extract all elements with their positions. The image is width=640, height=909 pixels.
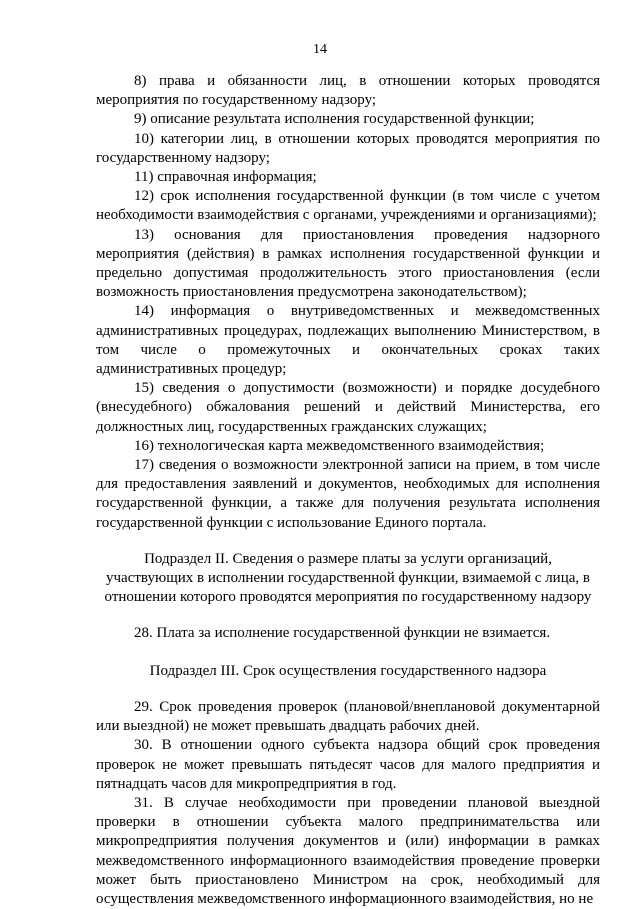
list-item-14: 14) информация о внутриведомственных и межведомственных административных процедурах, подлежащих выполнению Министерством, в том числе о промежуточных и окончательных сроках таких административных процедур; xyxy=(96,303,600,378)
page-number: 14 xyxy=(313,42,327,57)
list-item-9: 9) описание результата исполнения государственной функции; xyxy=(134,111,535,128)
paragraph-28: 28. Плата за исполнение государственной функции не взимается. xyxy=(134,625,551,642)
paragraph-29: 29. Срок проведения проверок (плановой/внеплановой документарной или выездной) не может превышать двадцать рабочих дней. xyxy=(96,698,600,735)
list-item-16: 16) технологическая карта межведомственного взаимодействия; xyxy=(134,437,545,454)
list-item-15: 15) сведения о допустимости (возможности) и порядке досудебного (внесудебного) обжалования решений и действий Министерства, его должностных лиц, государственных гражданских служащих; xyxy=(96,380,600,435)
paragraph-30: 30. В отношении одного субъекта надзора общий срок проведения проверок не может превышать пятьдесят часов для малого предприятия и пятнадцать часов для микропредприятия в год. xyxy=(96,737,600,792)
spacer xyxy=(96,533,600,550)
list-item-8: 8) права и обязанности лиц, в отношении которых проводятся мероприятия по государственному надзору; xyxy=(96,73,600,109)
list-item-10: 10) категории лиц, в отношении которых проводятся мероприятия по государственному надзору; xyxy=(96,130,600,166)
list-item-12: 12) срок исполнения государственной функции (в том числе с учетом необходимости взаимодействия с органами, учреждениями и организациями); xyxy=(96,188,600,224)
spacer xyxy=(96,681,600,698)
subsection-3-heading: Подраздел III. Срок осуществления государственного надзора xyxy=(149,662,547,679)
list-item-13: 13) основания для приостановления проведения надзорного мероприятия (действия) в рамках исполнения государственной функции и предельно допустимая продолжительность этого приостановления (если возможность приостановления предусмотрена законодательством); xyxy=(96,226,600,301)
paragraph-31: 31. В случае необходимости при проведении плановой выездной проверки в отношении субъекта малого предпринимательства или микропредприятия получения документов и (или) информации в рамках межведомственного информационного взаимодействия проведение проверки может быть приостановлено Министром на срок, необходимый для осуществления межведомственного информационного взаимодействия, но не xyxy=(96,794,600,907)
list-item-11: 11) справочная информация; xyxy=(134,169,317,186)
spacer xyxy=(96,607,600,624)
document-body xyxy=(96,72,600,909)
spacer xyxy=(96,644,600,662)
list-item-17: 17) сведения о возможности электронной записи на прием, в том числе для предоставления заявлений и документов, необходимых для исполнения государственной функции, а также для получения результата исполнения государственной функции с использование Единого портала. xyxy=(96,457,600,531)
subsection-2-heading: Подраздел II. Сведения о размере платы за услуги организаций, участвующих в исполнении государственной функции, взимаемой с лица, в отношении которого проводятся мероприятия по государственному надзору xyxy=(104,550,592,606)
